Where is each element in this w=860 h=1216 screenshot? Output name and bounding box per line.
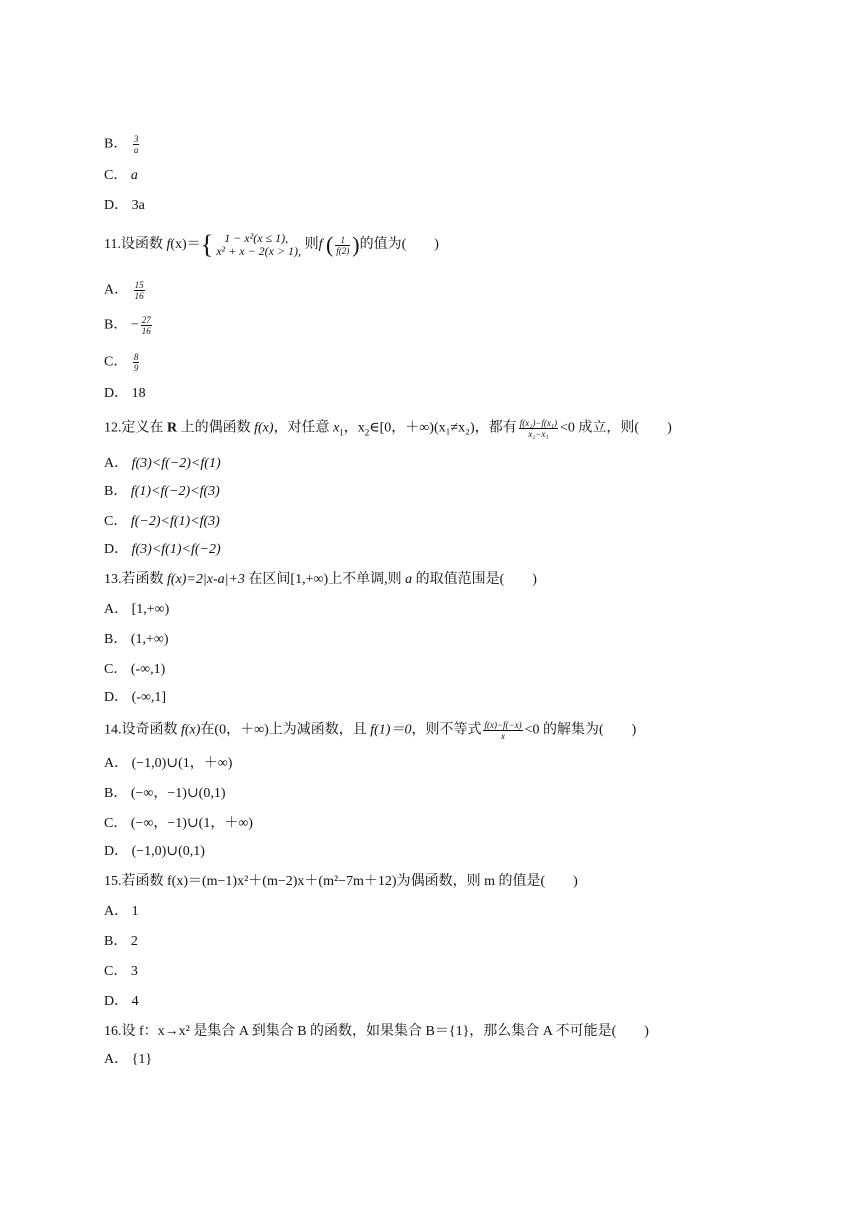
option-text: (−∞，−1)∪(0,1) — [130, 786, 226, 801]
option-q15-a — [104, 902, 139, 922]
option-label: B． — [104, 136, 128, 152]
stem-text: 上的偶函数 — [177, 420, 255, 436]
option-text: 4 — [131, 994, 139, 1009]
option-text: [1,+∞) — [131, 602, 170, 617]
option-text: 18 — [131, 386, 146, 401]
question-16-stem: 16.设 f：x→x² 是集合 A 到集合 B 的函数，如果集合 B＝{1}，那么集合 A 不可能是( ) — [104, 1024, 649, 1039]
option-q11-a — [104, 280, 147, 301]
fraction — [133, 134, 140, 155]
option-text: (-∞,1] — [131, 690, 167, 705]
option-q12-a — [104, 454, 221, 474]
question-15-stem: 15.若函数 f(x)＝(m−1)x²＋(m−2)x＋(m²−7m＋12)为偶函数，则 m 的值是( ) — [104, 874, 578, 889]
option-label: C． — [104, 514, 128, 529]
fraction-denominator: 16 — [134, 291, 144, 301]
stem-text: 13.若函数 — [104, 572, 167, 587]
stem-text: ，x — [343, 420, 365, 436]
option-text: 1 — [131, 904, 139, 919]
function-expr: f(x) — [181, 722, 201, 738]
option-q12-b — [104, 482, 220, 502]
fraction — [133, 352, 140, 373]
option-label: D． — [104, 994, 129, 1009]
fraction-numerator: 27 — [141, 315, 151, 325]
left-brace: { — [200, 230, 214, 259]
option-text: 3a — [131, 198, 145, 213]
option-label: C． — [104, 816, 128, 831]
fraction — [141, 315, 152, 336]
option-label: D． — [104, 198, 129, 213]
option-q12-d — [104, 540, 221, 560]
option-label: A． — [104, 756, 129, 771]
set-r: R — [167, 420, 178, 436]
option-text: 3 — [130, 964, 138, 979]
option-label: B． — [104, 934, 128, 949]
function-expr: f(x)=2|x-a|+3 — [167, 572, 245, 587]
fraction — [134, 280, 145, 301]
function-value: f(1)＝0 — [370, 722, 412, 738]
question-14-stem — [104, 720, 636, 741]
fraction — [483, 720, 522, 741]
option-text: f(3)<f(1)<f(−2) — [131, 542, 221, 557]
stem-text: 的取值范围是( ) — [412, 572, 537, 587]
option-q15-c — [104, 962, 138, 982]
option-text: a — [130, 168, 138, 183]
function-name: f — [318, 237, 323, 253]
option-q13-b — [104, 630, 169, 650]
option-label: C． — [104, 168, 128, 183]
option-label: D． — [104, 844, 129, 859]
option-q11-d — [104, 384, 146, 404]
fraction-denominator: x — [501, 731, 506, 741]
stem-text: ，则不等式 — [411, 722, 482, 738]
option-label: B． — [104, 632, 128, 647]
option-q16-a — [104, 1050, 152, 1070]
question-11-stem — [104, 230, 439, 260]
stem-text: <0 的解集为( ) — [524, 722, 637, 738]
option-q14-c — [104, 814, 253, 834]
option-text: (−∞，−1)∪(1，＋∞) — [130, 816, 253, 831]
function-expr: f(x) — [254, 420, 274, 436]
option-label: B． — [104, 786, 128, 801]
variable-a: a — [405, 572, 413, 587]
fraction-numerator: 3 — [133, 134, 139, 144]
function-arg: (x)＝ — [170, 237, 201, 253]
option-q15-b — [104, 932, 138, 952]
fraction-denominator: a — [133, 145, 139, 155]
option-q13-c — [104, 660, 165, 680]
fraction-numerator: 1 — [335, 235, 350, 246]
option-label: D． — [104, 542, 129, 557]
option-text: f(−2)<f(1)<f(3) — [130, 514, 220, 529]
option-q11-b — [104, 315, 154, 336]
question-suffix: 的值为( ) — [359, 237, 439, 253]
fraction-denominator: 9 — [133, 363, 139, 373]
fraction-numerator: 8 — [133, 352, 139, 362]
option-label: A． — [104, 1052, 129, 1067]
option-label: D． — [104, 386, 129, 401]
option-text: 2 — [130, 934, 138, 949]
question-prefix: 11.设函数 — [104, 237, 167, 253]
option-q10-b — [104, 134, 141, 155]
case-2: x² + x − 2(x > 1), — [216, 244, 302, 258]
minus-sign: − — [130, 317, 139, 333]
question-12-stem: 12.定义在 R 上的偶函数 f(x)，对任意 $x_1$，$x_2\in[0$，＋∞)(x₁≠x₂)，都有 $\frac{\text{f(x₂)−f(x₁)}}{\text{x₂−x₁}}$ <0 成立，则( ) — [104, 418, 672, 439]
open-paren: ( — [325, 232, 334, 257]
question-13-stem — [104, 570, 537, 590]
stem-text: 14.设奇函数 — [104, 722, 181, 738]
option-q10-c — [104, 166, 138, 186]
stem-text: ，对任意 — [273, 420, 334, 436]
option-q12-c — [104, 512, 220, 532]
function-name: f — [166, 237, 171, 253]
option-text: (-∞,1) — [130, 662, 166, 677]
fraction-denominator: x₂−x₁ — [528, 429, 549, 439]
option-text: (1,+∞) — [130, 632, 169, 647]
fraction-numerator: f(x₂)−f(x₁) — [519, 418, 558, 428]
fraction-numerator: 15 — [134, 280, 144, 290]
option-q13-a — [104, 600, 169, 620]
stem-text: 在(0，＋∞)上为减函数，且 — [200, 722, 371, 738]
option-label: A． — [104, 904, 129, 919]
fraction — [519, 418, 558, 439]
option-q14-d — [104, 842, 205, 862]
question-prefix: 12.定义在 — [104, 420, 167, 436]
option-text: (−1,0)∪(1，＋∞) — [131, 756, 233, 771]
question-suffix: <0 成立，则( ) — [560, 420, 672, 436]
option-label: A． — [104, 456, 129, 471]
option-label: B． — [104, 484, 128, 499]
fraction-numerator: f(x)−f(−x) — [484, 720, 522, 730]
option-q14-a — [104, 754, 232, 774]
option-q14-b — [104, 784, 226, 804]
option-label: D． — [104, 690, 129, 705]
fraction-denominator: 16 — [141, 326, 151, 336]
option-q11-c — [104, 352, 141, 373]
option-label: C． — [104, 354, 128, 370]
option-q13-d — [104, 688, 166, 708]
case-1: 1 − x²(x ≤ 1), — [224, 231, 289, 245]
option-label: A． — [104, 602, 129, 617]
option-q10-d — [104, 196, 145, 216]
option-text: f(3)<f(−2)<f(1) — [131, 456, 221, 471]
option-text: (−1,0)∪(0,1) — [131, 844, 205, 859]
piecewise-cases — [214, 232, 301, 258]
option-label: C． — [104, 964, 128, 979]
fraction — [335, 235, 350, 256]
option-label: A． — [104, 282, 129, 298]
fraction-denominator: f(2) — [336, 245, 350, 256]
option-text: {1} — [131, 1052, 153, 1067]
option-q15-d — [104, 992, 139, 1012]
stem-text: ∈[0，＋∞)(x₁≠x₂)，都有 — [369, 420, 517, 436]
variable-x1: x — [333, 420, 340, 436]
option-text: f(1)<f(−2)<f(3) — [130, 484, 220, 499]
option-label: B． — [104, 317, 128, 333]
mid-text: 则 — [304, 237, 319, 253]
stem-text: 在区间[1,+∞)上不单调,则 — [244, 572, 406, 587]
option-label: C． — [104, 662, 128, 677]
close-paren: ) — [352, 232, 360, 257]
